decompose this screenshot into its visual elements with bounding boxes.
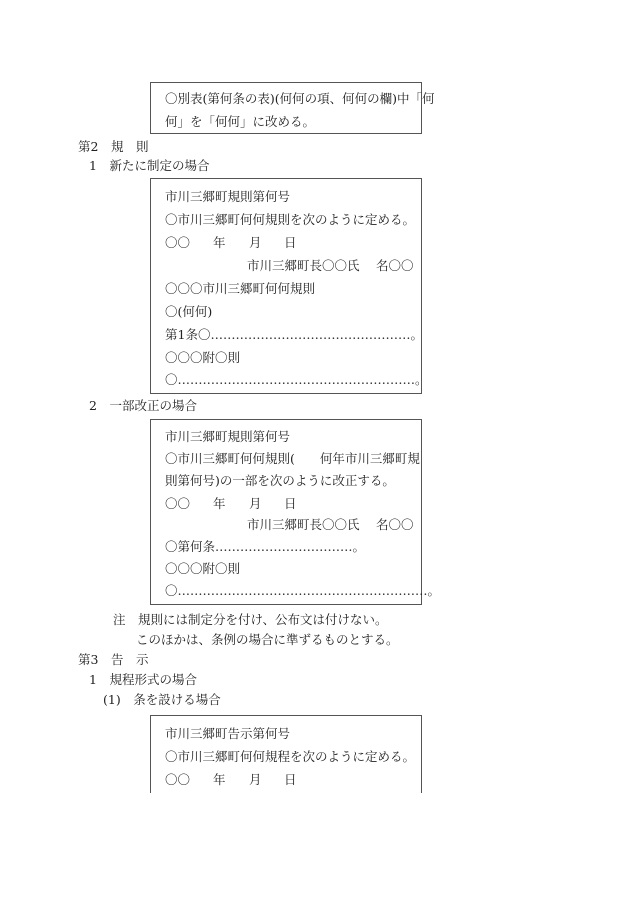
item-heading: 2 一部改正の場合 [89, 398, 197, 413]
box-line: 〇別表(第何条の表)(何何の項、何何の欄)中「何 [165, 91, 435, 106]
signer-name: 名〇〇 [376, 258, 414, 273]
date-month: 月 [249, 496, 262, 511]
notice-box [150, 715, 422, 793]
date-month: 月 [249, 772, 262, 787]
amendment-text: 〇市川三郷町何何規則( 何年市川三郷町規 [165, 451, 420, 466]
supplementary-heading: 〇〇〇附〇則 [165, 350, 241, 365]
partial-amendment-box [150, 419, 441, 605]
date-era: 〇〇 [165, 772, 191, 787]
supplementary-text: 〇……………………………………………………。 [165, 583, 441, 598]
section-heading: 第2 規 則 [78, 139, 149, 154]
supplementary-text: 〇…………………………………………………。 [165, 372, 428, 387]
enactment-text: 〇市川三郷町何何規則を次のように定める。 [165, 212, 416, 227]
amendment-box [150, 82, 435, 134]
date-day: 日 [284, 496, 297, 511]
article-1: 第1条〇…………………………………………。 [165, 327, 423, 342]
date-month: 月 [249, 235, 262, 250]
signer-title: 市川三郷町長〇〇氏 [247, 258, 360, 273]
signer-title: 市川三郷町長〇〇氏 [247, 517, 360, 532]
new-rule-box [150, 178, 428, 394]
note-continued: このほかは、条例の場合に準ずるものとする。 [136, 632, 399, 647]
box-line: 何」を「何何」に改める。 [165, 114, 316, 129]
rule-title: 〇〇〇市川三郷町何何規則 [165, 281, 316, 296]
date-year: 年 [213, 235, 226, 250]
date-year: 年 [213, 496, 226, 511]
date-era: 〇〇 [165, 496, 191, 511]
note: 注 規則には制定分を付け、公布文は付けない。 [113, 612, 388, 627]
item-heading: 1 規程形式の場合 [89, 672, 197, 687]
item-heading: 1 新たに制定の場合 [89, 158, 210, 173]
date-day: 日 [284, 772, 297, 787]
date-year: 年 [213, 772, 226, 787]
supplementary-heading: 〇〇〇附〇則 [165, 561, 241, 576]
date-day: 日 [284, 235, 297, 250]
article-amend: 〇第何条……………………………。 [165, 539, 366, 554]
amendment-text-cont: 則第何号)の一部を次のように改正する。 [165, 473, 395, 488]
rule-number: 市川三郷町規則第何号 [165, 429, 291, 444]
sub-item-heading: (1) 条を設ける場合 [103, 692, 221, 707]
date-era: 〇〇 [165, 235, 191, 250]
enactment-text: 〇市川三郷町何何規程を次のように定める。 [165, 749, 416, 764]
rule-number: 市川三郷町規則第何号 [165, 189, 291, 204]
section-heading: 第3 告 示 [78, 652, 149, 667]
signer-name: 名〇〇 [376, 517, 414, 532]
notice-number: 市川三郷町告示第何号 [165, 726, 291, 741]
caption: 〇(何何) [165, 304, 213, 319]
